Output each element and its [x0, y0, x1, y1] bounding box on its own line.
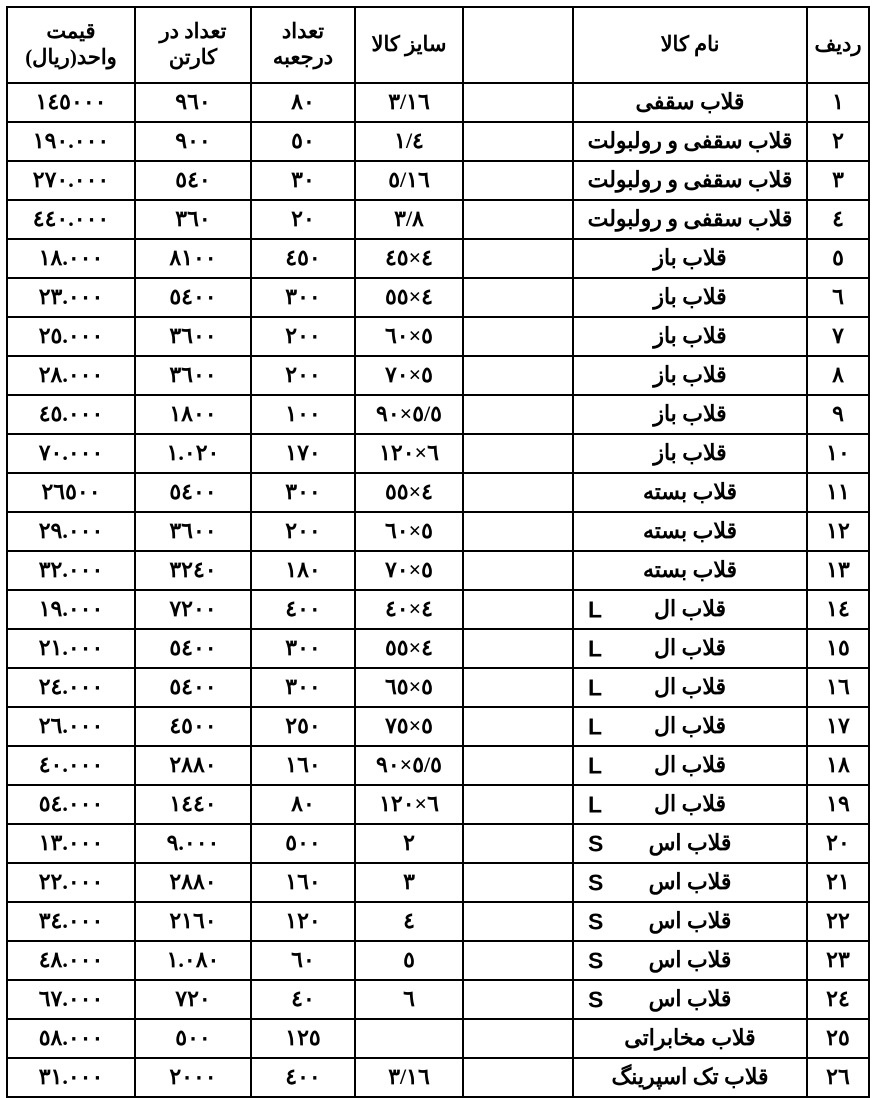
cell-price: ١٣.٠٠٠ [7, 824, 135, 863]
cell-price: ٣٢.٠٠٠ [7, 551, 135, 590]
cell-blank [463, 668, 573, 707]
cell-size: ٦ [355, 980, 463, 1019]
cell-dozen: ٢٠٠ [251, 356, 355, 395]
table-row [7, 1019, 869, 1058]
cell-dozen: ٢٥٠ [251, 707, 355, 746]
cell-price: ٢٨.٠٠٠ [7, 356, 135, 395]
cell-size: ٥×٧٠ [355, 356, 463, 395]
cell-row-number: ٢٠ [807, 824, 869, 863]
cell-size: ٤×٤٥ [355, 239, 463, 278]
table-row [7, 161, 869, 200]
cell-dozen: ٨٠ [251, 83, 355, 122]
cell-price: ١٩.٠٠٠ [7, 590, 135, 629]
product-name-suffix: S [588, 868, 604, 895]
table-row [7, 824, 869, 863]
cell-row-number: ١٩ [807, 785, 869, 824]
table-row [7, 746, 869, 785]
cell-size: ٤×٥٥ [355, 473, 463, 512]
cell-row-number: ١٦ [807, 668, 869, 707]
product-name-text: قلاب باز [653, 362, 727, 388]
cell-product-name [573, 356, 807, 395]
cell-carton: ٧٢٠٠ [135, 590, 251, 629]
cell-size: ١/٤ [355, 122, 463, 161]
cell-dozen: ٣٠٠ [251, 473, 355, 512]
cell-price: ٦٧.٠٠٠ [7, 980, 135, 1019]
cell-size: ٥×٧٠ [355, 551, 463, 590]
cell-blank [463, 824, 573, 863]
cell-product-name [573, 551, 807, 590]
cell-blank [463, 551, 573, 590]
cell-carton: ٢٨٨٠ [135, 863, 251, 902]
product-name-suffix: L [588, 751, 603, 778]
cell-price: ٣٤.٠٠٠ [7, 902, 135, 941]
product-name-text: قلاب سقفی و رولبولت [587, 128, 793, 154]
cell-price: ٢٥.٠٠٠ [7, 317, 135, 356]
cell-row-number: ٢١ [807, 863, 869, 902]
cell-blank [463, 785, 573, 824]
table-row [7, 83, 869, 122]
cell-price: ١٤٥٠٠٠ [7, 83, 135, 122]
cell-product-name [573, 629, 807, 668]
cell-carton: ٥٤٠٠ [135, 278, 251, 317]
product-name-text: قلاب ال [654, 791, 726, 817]
product-name-text: قلاب ال [654, 674, 726, 700]
cell-size: ٦×١٢٠ [355, 785, 463, 824]
cell-price: ٢١.٠٠٠ [7, 629, 135, 668]
product-name-text: قلاب مخابراتی [624, 1025, 756, 1051]
cell-size: ٥/٥×٩٠ [355, 746, 463, 785]
cell-blank [463, 1058, 573, 1097]
cell-blank [463, 941, 573, 980]
cell-size: ٥/٥×٩٠ [355, 395, 463, 434]
table-row [7, 668, 869, 707]
cell-carton: ٣٦٠٠ [135, 356, 251, 395]
table-row [7, 122, 869, 161]
cell-blank [463, 1019, 573, 1058]
table-row [7, 980, 869, 1019]
cell-product-name [573, 122, 807, 161]
cell-dozen: ١٢٥ [251, 1019, 355, 1058]
cell-blank [463, 980, 573, 1019]
product-name-text: قلاب اس [648, 986, 732, 1012]
cell-row-number: ١٥ [807, 629, 869, 668]
product-name-text: قلاب ال [654, 752, 726, 778]
cell-price: ١٩٠.٠٠٠ [7, 122, 135, 161]
product-name-suffix: L [588, 790, 603, 817]
cell-dozen: ٣٠٠ [251, 668, 355, 707]
column-header-per-carton [135, 7, 251, 83]
cell-carton: ٥٤٠٠ [135, 473, 251, 512]
cell-carton: ٢٨٨٠ [135, 746, 251, 785]
cell-product-name [573, 512, 807, 551]
cell-product-name [573, 473, 807, 512]
cell-dozen: ١٨٠ [251, 551, 355, 590]
cell-size: ٥×٦٥ [355, 668, 463, 707]
product-name-text: قلاب باز [653, 245, 727, 271]
cell-row-number: ٢٥ [807, 1019, 869, 1058]
cell-size: ٥×٦٠ [355, 317, 463, 356]
cell-dozen: ٤٥٠ [251, 239, 355, 278]
cell-row-number: ٢٢ [807, 902, 869, 941]
cell-carton: ١٤٤٠ [135, 785, 251, 824]
cell-blank [463, 278, 573, 317]
cell-size: ٢ [355, 824, 463, 863]
cell-carton: ٣٦٠٠ [135, 512, 251, 551]
cell-blank [463, 902, 573, 941]
cell-blank [463, 395, 573, 434]
table-header [7, 7, 869, 83]
cell-carton: ٤٥٠٠ [135, 707, 251, 746]
table-row [7, 551, 869, 590]
cell-product-name [573, 746, 807, 785]
cell-product-name [573, 941, 807, 980]
cell-price: ٥٤.٠٠٠ [7, 785, 135, 824]
cell-carton: ٢١٦٠ [135, 902, 251, 941]
cell-row-number: ٨ [807, 356, 869, 395]
product-name-text: قلاب سقفی و رولبولت [587, 206, 793, 232]
column-header-per-carton-line2: کارتن [168, 45, 218, 69]
table-row [7, 590, 869, 629]
cell-price: ٧٠.٠٠٠ [7, 434, 135, 473]
cell-blank [463, 473, 573, 512]
cell-product-name [573, 395, 807, 434]
product-name-suffix: S [588, 985, 604, 1012]
table-row [7, 395, 869, 434]
cell-row-number: ٢٤ [807, 980, 869, 1019]
cell-dozen: ٣٠٠ [251, 629, 355, 668]
table-row [7, 863, 869, 902]
table-row [7, 434, 869, 473]
cell-blank [463, 863, 573, 902]
cell-product-name [573, 200, 807, 239]
cell-dozen: ٨٠ [251, 785, 355, 824]
cell-dozen: ٢٠ [251, 200, 355, 239]
cell-product-name [573, 590, 807, 629]
cell-product-name [573, 1058, 807, 1097]
table-row [7, 785, 869, 824]
cell-size: ٤ [355, 902, 463, 941]
product-name-text: قلاب اس [648, 869, 732, 895]
cell-row-number: ٧ [807, 317, 869, 356]
cell-size: ٥×٦٠ [355, 512, 463, 551]
cell-dozen: ١٧٠ [251, 434, 355, 473]
product-name-suffix: S [588, 829, 604, 856]
product-name-text: قلاب باز [653, 440, 727, 466]
cell-product-name [573, 83, 807, 122]
cell-row-number: ٢ [807, 122, 869, 161]
column-header-per-carton-line1: تعداد در [159, 19, 227, 44]
column-header-size: سایز کالا [355, 7, 463, 83]
cell-blank [463, 434, 573, 473]
cell-row-number: ٤ [807, 200, 869, 239]
cell-product-name [573, 239, 807, 278]
product-name-text: قلاب ال [654, 596, 726, 622]
cell-row-number: ١٨ [807, 746, 869, 785]
cell-dozen: ١٠٠ [251, 395, 355, 434]
cell-row-number: ١٤ [807, 590, 869, 629]
cell-row-number: ٢٦ [807, 1058, 869, 1097]
table-row [7, 629, 869, 668]
cell-row-number: ١١ [807, 473, 869, 512]
cell-row-number: ٥ [807, 239, 869, 278]
cell-carton: ٥٤٠٠ [135, 629, 251, 668]
product-name-text: قلاب ال [654, 713, 726, 739]
cell-price: ٢٦٥٠٠ [7, 473, 135, 512]
cell-dozen: ٤٠٠ [251, 1058, 355, 1097]
table-row [7, 902, 869, 941]
table-body [7, 83, 869, 1097]
cell-dozen: ٢٠٠ [251, 317, 355, 356]
cell-carton: ٨١٠٠ [135, 239, 251, 278]
cell-blank [463, 161, 573, 200]
cell-blank [463, 590, 573, 629]
table-row [7, 941, 869, 980]
cell-size: ٥/١٦ [355, 161, 463, 200]
product-name-text: قلاب اس [648, 830, 732, 856]
cell-row-number: ١٣ [807, 551, 869, 590]
cell-carton: ٣٦٠٠ [135, 317, 251, 356]
cell-price: ٢٩.٠٠٠ [7, 512, 135, 551]
cell-dozen: ١٦٠ [251, 863, 355, 902]
product-name-text: قلاب باز [653, 401, 727, 427]
cell-size: ٣/١٦ [355, 1058, 463, 1097]
cell-size: ٤×٥٥ [355, 278, 463, 317]
cell-row-number: ٣ [807, 161, 869, 200]
cell-dozen: ٦٠ [251, 941, 355, 980]
cell-blank [463, 200, 573, 239]
column-header-product-name: نام کالا [573, 7, 807, 83]
cell-size: ٥×٧٥ [355, 707, 463, 746]
column-header-unit-price-line1: قیمت [46, 19, 96, 44]
cell-blank [463, 512, 573, 551]
table-row [7, 1058, 869, 1097]
column-header-blank [463, 7, 573, 83]
cell-dozen: ٤٠٠ [251, 590, 355, 629]
table-row [7, 239, 869, 278]
product-name-text: قلاب ال [654, 635, 726, 661]
product-name-text: قلاب بسته [642, 479, 738, 505]
cell-carton: ٧٢٠ [135, 980, 251, 1019]
cell-product-name [573, 863, 807, 902]
cell-dozen: ٣٠ [251, 161, 355, 200]
cell-price: ٣١.٠٠٠ [7, 1058, 135, 1097]
product-name-suffix: S [588, 946, 604, 973]
cell-price: ٤٥.٠٠٠ [7, 395, 135, 434]
cell-dozen: ٤٠ [251, 980, 355, 1019]
cell-carton: ١٨٠٠ [135, 395, 251, 434]
cell-size: ٦×١٢٠ [355, 434, 463, 473]
cell-product-name [573, 278, 807, 317]
cell-product-name [573, 434, 807, 473]
cell-carton: ٢٠٠٠ [135, 1058, 251, 1097]
cell-product-name [573, 785, 807, 824]
table-row [7, 278, 869, 317]
cell-price: ٢٦.٠٠٠ [7, 707, 135, 746]
cell-price: ٤٤٠.٠٠٠ [7, 200, 135, 239]
cell-product-name [573, 161, 807, 200]
table-row [7, 707, 869, 746]
cell-dozen: ٣٠٠ [251, 278, 355, 317]
product-name-suffix: L [588, 673, 603, 700]
product-name-text: قلاب سقفی و رولبولت [587, 167, 793, 193]
cell-product-name [573, 1019, 807, 1058]
cell-row-number: ١٠ [807, 434, 869, 473]
cell-size: ٣/٨ [355, 200, 463, 239]
cell-carton: ٥٤٠٠ [135, 668, 251, 707]
cell-blank [463, 629, 573, 668]
cell-carton: ٣٢٤٠ [135, 551, 251, 590]
product-name-text: قلاب سقفی [635, 89, 745, 115]
cell-price: ٢٤.٠٠٠ [7, 668, 135, 707]
cell-size: ٣/١٦ [355, 83, 463, 122]
cell-price: ١٨.٠٠٠ [7, 239, 135, 278]
product-name-suffix: S [588, 907, 604, 934]
column-header-per-box-line2: درجعبه [272, 45, 334, 69]
cell-blank [463, 122, 573, 161]
product-name-text: قلاب تک اسپرینگ [611, 1064, 769, 1090]
table-row [7, 512, 869, 551]
column-header-radif: ردیف [807, 7, 869, 83]
cell-carton: ٩.٠٠٠ [135, 824, 251, 863]
product-name-text: قلاب بسته [642, 557, 738, 583]
table-row [7, 473, 869, 512]
product-name-suffix: L [588, 595, 603, 622]
product-name-text: قلاب اس [648, 947, 732, 973]
cell-dozen: ١٦٠ [251, 746, 355, 785]
cell-price: ٥٨.٠٠٠ [7, 1019, 135, 1058]
table-header-row [7, 7, 869, 83]
cell-dozen: ١٢٠ [251, 902, 355, 941]
product-name-text: قلاب باز [653, 284, 727, 310]
cell-carton: ٣٦٠ [135, 200, 251, 239]
product-price-table [6, 6, 870, 1098]
table-row [7, 200, 869, 239]
cell-blank [463, 317, 573, 356]
cell-blank [463, 356, 573, 395]
cell-price: ٢٢.٠٠٠ [7, 863, 135, 902]
table-row [7, 317, 869, 356]
cell-product-name [573, 824, 807, 863]
cell-blank [463, 707, 573, 746]
product-name-text: قلاب اس [648, 908, 732, 934]
product-name-suffix: L [588, 712, 603, 739]
cell-row-number: ٦ [807, 278, 869, 317]
cell-carton: ١.٠٨٠ [135, 941, 251, 980]
cell-carton: ٩٠٠ [135, 122, 251, 161]
cell-product-name [573, 707, 807, 746]
cell-product-name [573, 980, 807, 1019]
cell-row-number: ١ [807, 83, 869, 122]
cell-price: ٢٣.٠٠٠ [7, 278, 135, 317]
cell-blank [463, 83, 573, 122]
cell-carton: ٥٠٠ [135, 1019, 251, 1058]
cell-size: ٤×٥٥ [355, 629, 463, 668]
cell-row-number: ٢٣ [807, 941, 869, 980]
cell-carton: ١.٠٢٠ [135, 434, 251, 473]
cell-dozen: ٥٠ [251, 122, 355, 161]
cell-product-name [573, 668, 807, 707]
cell-size: ٥ [355, 941, 463, 980]
cell-blank [463, 746, 573, 785]
column-header-per-box-line1: تعداد [281, 19, 325, 44]
cell-price: ٢٧٠.٠٠٠ [7, 161, 135, 200]
product-name-text: قلاب باز [653, 323, 727, 349]
cell-dozen: ٢٠٠ [251, 512, 355, 551]
cell-product-name [573, 317, 807, 356]
column-header-per-box [251, 7, 355, 83]
cell-size: ٤×٤٠ [355, 590, 463, 629]
cell-carton: ٩٦٠ [135, 83, 251, 122]
cell-price: ٤٨.٠٠٠ [7, 941, 135, 980]
cell-row-number: ١٧ [807, 707, 869, 746]
table-row [7, 356, 869, 395]
column-header-unit-price-line2: واحد(ریال) [25, 45, 117, 69]
product-name-text: قلاب بسته [642, 518, 738, 544]
column-header-unit-price [7, 7, 135, 83]
cell-price: ٤٠.٠٠٠ [7, 746, 135, 785]
cell-row-number: ١٢ [807, 512, 869, 551]
cell-size [355, 1019, 463, 1058]
product-name-suffix: L [588, 634, 603, 661]
cell-size: ٣ [355, 863, 463, 902]
cell-product-name [573, 902, 807, 941]
cell-blank [463, 239, 573, 278]
cell-row-number: ٩ [807, 395, 869, 434]
cell-dozen: ٥٠٠ [251, 824, 355, 863]
cell-carton: ٥٤٠ [135, 161, 251, 200]
